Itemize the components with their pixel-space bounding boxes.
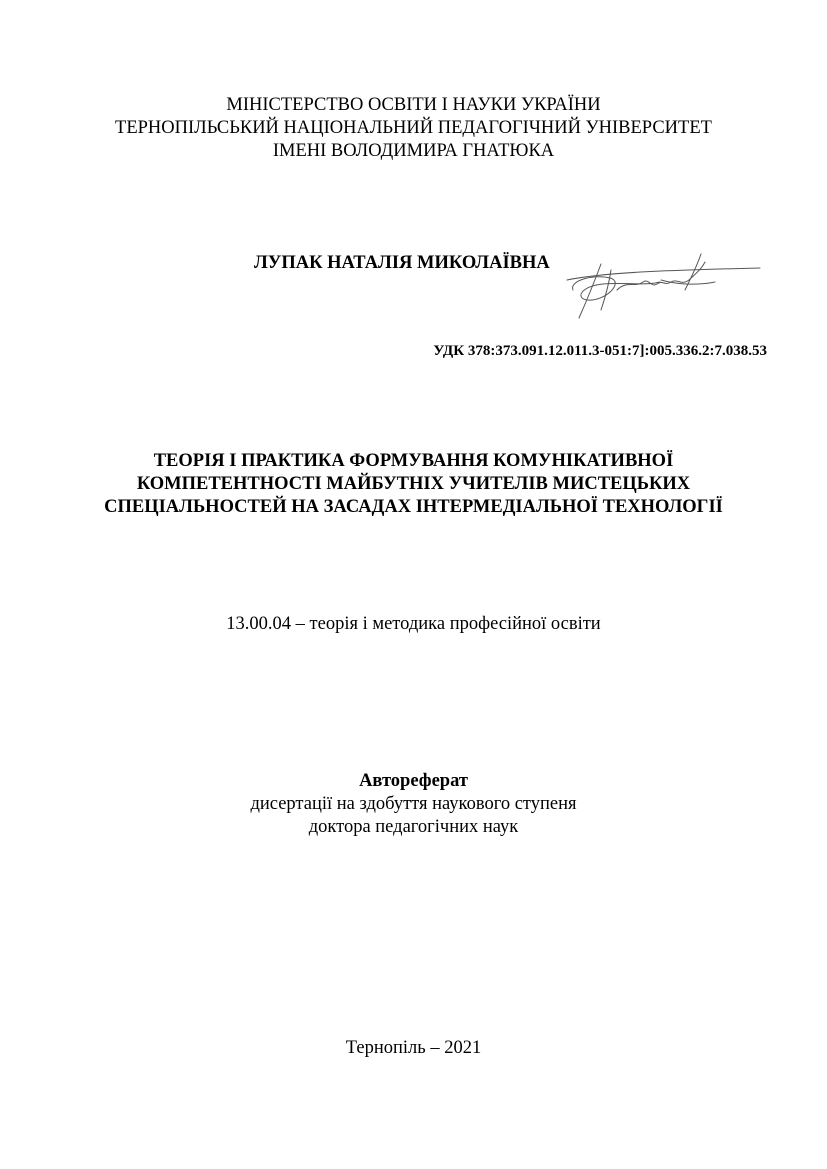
udk-code: УДК 378:373.091.12.011.3-051:7]:005.336.2:7.038.53: [433, 343, 767, 359]
abstract-description-line1: дисертації на здобуття наукового ступеня: [250, 794, 577, 814]
dissertation-title-line1: ТЕОРІЯ І ПРАКТИКА ФОРМУВАННЯ КОМУНІКАТИВНОЇ: [153, 451, 674, 471]
abstract-description-line2: доктора педагогічних наук: [308, 817, 519, 837]
university-name-line1: ТЕРНОПІЛЬСЬКИЙ НАЦІОНАЛЬНИЙ ПЕДАГОГІЧНИЙ УНІВЕРСИТЕТ: [115, 118, 712, 138]
ministry-name: МІНІСТЕРСТВО ОСВІТИ І НАУКИ УКРАЇНИ: [226, 95, 601, 115]
abstract-heading: Автореферат: [359, 771, 468, 791]
author-name: ЛУПАК НАТАЛІЯ МИКОЛАЇВНА: [254, 253, 550, 273]
signature-icon: [565, 250, 765, 322]
city-year: Тернопіль – 2021: [345, 1038, 482, 1058]
specialty-code: 13.00.04 – теорія і методика професійної освіти: [226, 614, 601, 634]
university-name-line2: ІМЕНІ ВОЛОДИМИРА ГНАТЮКА: [272, 141, 555, 161]
dissertation-title-line2: КОМПЕТЕНТНОСТІ МАЙБУТНІХ УЧИТЕЛІВ МИСТЕЦЬКИХ: [136, 474, 691, 494]
dissertation-title-line3: СПЕЦІАЛЬНОСТЕЙ НА ЗАСАДАХ ІНТЕРМЕДІАЛЬНОЇ ТЕХНОЛОГІЇ: [104, 497, 723, 517]
